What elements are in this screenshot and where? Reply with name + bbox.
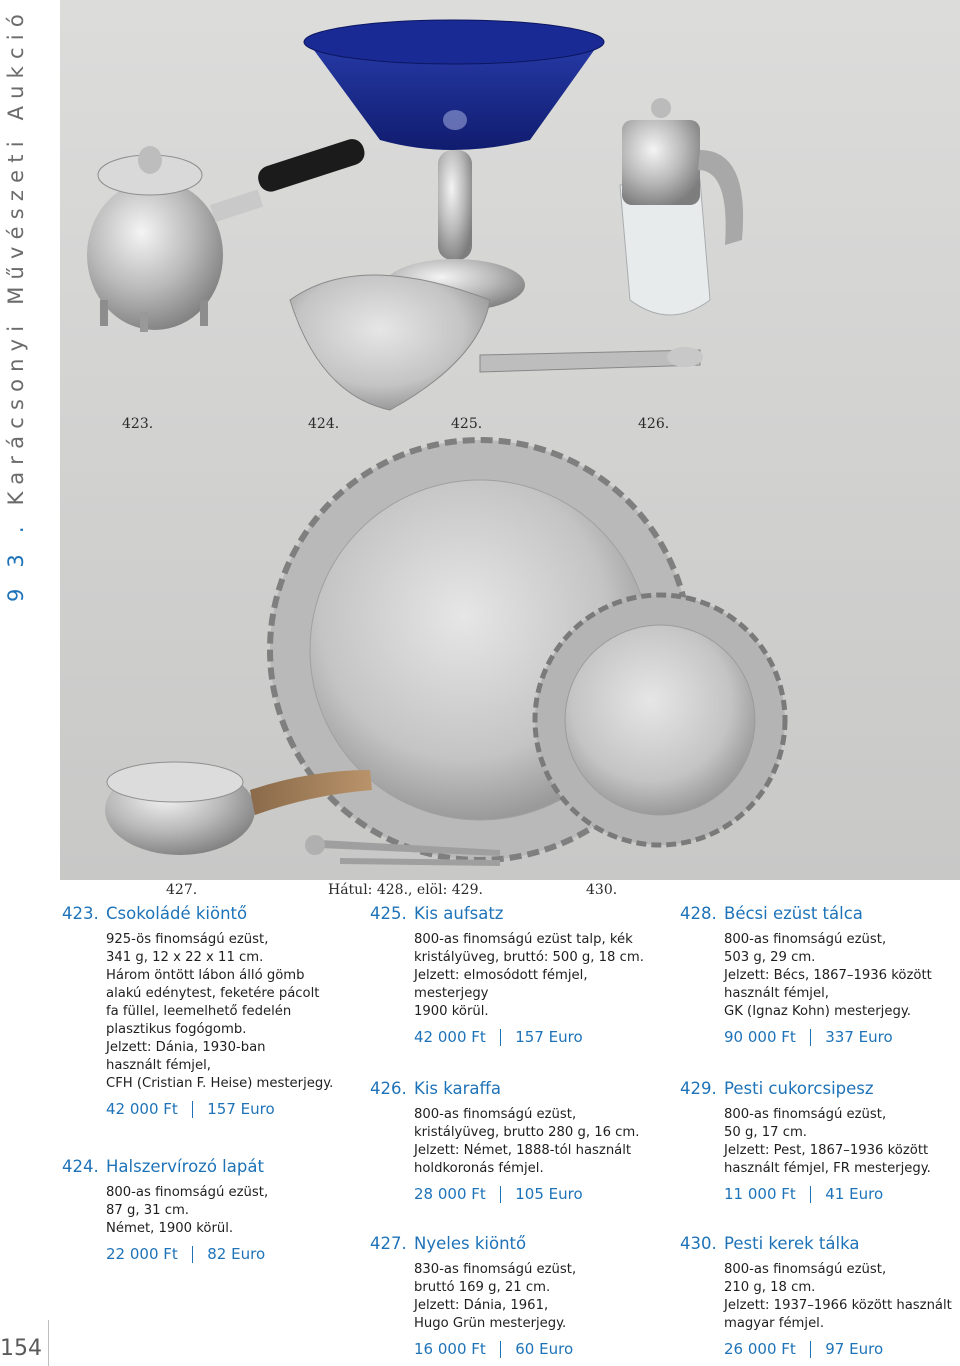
item-description-line: Jelzett: Német, 1888-tól használt — [414, 1143, 632, 1158]
price-huf: 16 000 Ft — [414, 1340, 486, 1358]
item-price — [724, 1340, 960, 1358]
item-description-line: holdkoronás fémjel. — [414, 1161, 544, 1176]
item-description — [414, 1106, 650, 1178]
item-description — [106, 1184, 342, 1238]
side-title-text: Karácsonyi Művészeti Aukció — [4, 7, 28, 506]
item-description-line: használt fémjel, — [724, 986, 829, 1001]
item-description-line: kristályüveg, brutto 280 g, 16 cm. — [414, 1125, 640, 1140]
item-name: Kis aufsatz — [414, 904, 504, 923]
item-heading — [680, 904, 960, 924]
item-description-line: 503 g, 29 cm. — [724, 950, 816, 965]
price-eur: 41 Euro — [825, 1185, 884, 1203]
item-name: Halszervírozó lapát — [106, 1157, 264, 1176]
item-description-line: alakú edénytest, feketére pácolt — [106, 986, 320, 1001]
page-number-rule — [48, 1320, 49, 1366]
item-description-line: Német, 1900 körül. — [106, 1221, 234, 1236]
photo-label-427: 427. — [166, 882, 198, 898]
catalog-item — [370, 1234, 650, 1358]
item-description-line: 800-as finomságú ezüst, — [724, 1107, 887, 1122]
item-price — [414, 1340, 650, 1358]
photo-illustration — [60, 0, 960, 880]
item-number: 427. — [370, 1234, 407, 1253]
item-description — [414, 1261, 650, 1333]
item-price — [414, 1028, 650, 1046]
price-separator — [192, 1101, 194, 1118]
photo-label-425: 425. — [451, 416, 483, 432]
item-price — [724, 1028, 960, 1046]
catalog-item — [680, 1234, 960, 1358]
item-price — [106, 1245, 342, 1263]
item-description-line: plasztikus fogógomb. — [106, 1022, 247, 1037]
item-heading — [370, 1079, 650, 1099]
price-eur: 157 Euro — [207, 1100, 275, 1118]
item-description-line: CFH (Cristian F. Heise) mesterjegy. — [106, 1076, 334, 1091]
item-description-line: Jelzett: Dánia, 1930-ban — [106, 1040, 266, 1055]
item-heading — [370, 904, 650, 924]
item-description-line: 50 g, 17 cm. — [724, 1125, 807, 1140]
item-number: 430. — [680, 1234, 717, 1253]
item-description — [414, 931, 650, 1021]
page-number: 154 — [0, 1336, 42, 1361]
item-description-line: kristályüveg, bruttó: 500 g, 18 cm. — [414, 950, 644, 965]
item-description-line: Jelzett: elmosódott fémjel, — [414, 968, 588, 983]
photo-label-430: 430. — [586, 882, 618, 898]
item-price — [414, 1185, 650, 1203]
item-description-line: 1900 körül. — [414, 1004, 489, 1019]
item-number: 428. — [680, 904, 717, 923]
small-plate-image — [535, 595, 785, 845]
item-description — [106, 931, 342, 1093]
product-photo — [60, 0, 960, 880]
item-description-line: Három öntött lábon álló gömb — [106, 968, 305, 983]
item-number: 423. — [62, 904, 99, 923]
item-name: Bécsi ezüst tálca — [724, 904, 863, 923]
photo-label-428-429: Hátul: 428., elöl: 429. — [328, 882, 483, 898]
item-description — [724, 1106, 960, 1178]
price-separator — [500, 1341, 502, 1358]
item-description-line: magyar fémjel. — [724, 1316, 825, 1331]
catalog-item — [370, 1079, 650, 1203]
item-name: Pesti cukorcsipesz — [724, 1079, 874, 1098]
item-description-line: használt fémjel, FR mesterjegy. — [724, 1161, 931, 1176]
item-number: 425. — [370, 904, 407, 923]
price-huf: 42 000 Ft — [414, 1028, 486, 1046]
item-heading — [680, 1234, 960, 1254]
item-description-line: 830-as finomságú ezüst, — [414, 1262, 577, 1277]
item-description-line: használt fémjel, — [106, 1058, 211, 1073]
price-separator — [810, 1029, 812, 1046]
item-description-line: Hugo Grün mesterjegy. — [414, 1316, 567, 1331]
item-description-line: fa füllel, leemelhető fedelén — [106, 1004, 292, 1019]
photo-label-426: 426. — [638, 416, 670, 432]
item-description-line: Jelzett: Dánia, 1961, — [414, 1298, 549, 1313]
price-eur: 60 Euro — [515, 1340, 574, 1358]
price-huf: 22 000 Ft — [106, 1245, 178, 1263]
side-title-number: 9 3 . — [4, 519, 28, 602]
item-description-line: GK (Ignaz Kohn) mesterjegy. — [724, 1004, 911, 1019]
item-name: Pesti kerek tálka — [724, 1234, 860, 1253]
item-heading — [370, 1234, 650, 1254]
item-description-line: 87 g, 31 cm. — [106, 1203, 189, 1218]
price-eur: 82 Euro — [207, 1245, 266, 1263]
price-huf: 90 000 Ft — [724, 1028, 796, 1046]
price-eur: 105 Euro — [515, 1185, 583, 1203]
item-description-line: Jelzett: Bécs, 1867–1936 között — [724, 968, 932, 983]
price-separator — [500, 1186, 502, 1203]
item-price — [724, 1185, 960, 1203]
item-description-line: 800-as finomságú ezüst talp, kék — [414, 932, 633, 947]
item-description-line: 800-as finomságú ezüst, — [414, 1107, 577, 1122]
item-number: 429. — [680, 1079, 717, 1098]
carafe-image — [620, 98, 743, 315]
photo-label-423: 423. — [122, 416, 154, 432]
item-heading — [62, 904, 342, 924]
item-description-line: 800-as finomságú ezüst, — [106, 1185, 269, 1200]
item-name: Csokoládé kiöntő — [106, 904, 248, 923]
item-heading — [62, 1157, 342, 1177]
catalog-side-title — [4, 7, 28, 602]
item-number: 424. — [62, 1157, 99, 1176]
item-description-line: mesterjegy — [414, 986, 489, 1001]
price-separator — [810, 1341, 812, 1358]
price-separator — [500, 1029, 502, 1046]
item-description-line: 800-as finomságú ezüst, — [724, 932, 887, 947]
price-huf: 11 000 Ft — [724, 1185, 796, 1203]
item-description-line: 925-ös finomságú ezüst, — [106, 932, 269, 947]
item-description-line: Jelzett: 1937–1966 között használt — [724, 1298, 952, 1313]
price-eur: 97 Euro — [825, 1340, 884, 1358]
item-description-line: 341 g, 12 x 22 x 11 cm. — [106, 950, 264, 965]
price-separator — [810, 1186, 812, 1203]
catalog-item — [680, 904, 960, 1046]
item-description-line: Jelzett: Pest, 1867–1936 között — [724, 1143, 929, 1158]
price-eur: 157 Euro — [515, 1028, 583, 1046]
item-description-line: 800-as finomságú ezüst, — [724, 1262, 887, 1277]
catalog-item — [62, 1157, 342, 1263]
price-separator — [192, 1246, 194, 1263]
item-name: Kis karaffa — [414, 1079, 501, 1098]
price-eur: 337 Euro — [825, 1028, 893, 1046]
price-huf: 26 000 Ft — [724, 1340, 796, 1358]
item-description-line: bruttó 169 g, 21 cm. — [414, 1280, 551, 1295]
item-description — [724, 1261, 960, 1333]
catalog-item — [370, 904, 650, 1046]
price-huf: 28 000 Ft — [414, 1185, 486, 1203]
item-number: 426. — [370, 1079, 407, 1098]
photo-label-424: 424. — [308, 416, 340, 432]
price-huf: 42 000 Ft — [106, 1100, 178, 1118]
item-name: Nyeles kiöntő — [414, 1234, 527, 1253]
catalog-item — [62, 904, 342, 1118]
catalog-item — [680, 1079, 960, 1203]
item-description-line: 210 g, 18 cm. — [724, 1280, 816, 1295]
item-price — [106, 1100, 342, 1118]
item-description — [724, 931, 960, 1021]
item-heading — [680, 1079, 960, 1099]
